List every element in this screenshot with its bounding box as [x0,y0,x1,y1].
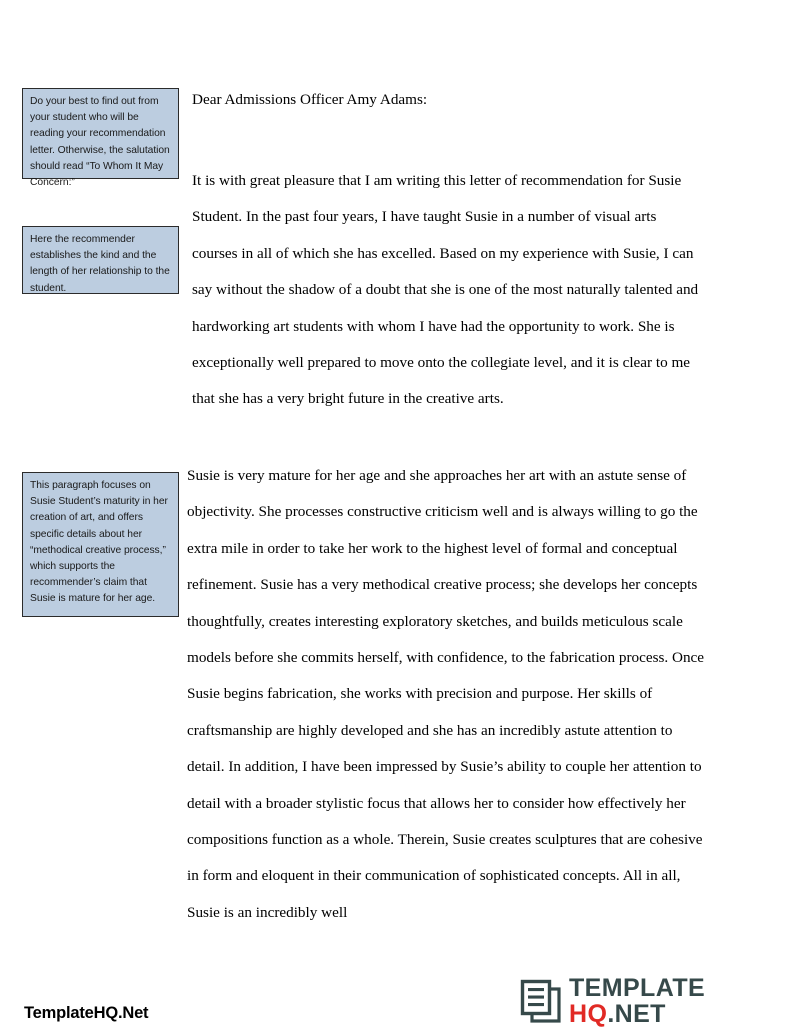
logo-line-hqnet [569,999,705,1028]
footer-watermark: TemplateHQ.Net [24,1004,149,1022]
logo-text-net: .NET [607,999,666,1028]
letter-salutation: Dear Admissions Officer Amy Adams: [192,91,428,108]
letter-paragraph-1: It is with great pleasure that I am writing this letter of recommendation for Susie Student. In the past four years, I have taught Susie in a number of visual arts courses in all of which she has excelled. Based on my experience with Susie, I can say without the shadow of a doubt that she is one of the most naturally talented and hardworking art students with whom I have had the opportunity to work. She is exceptionally well prepared to move onto the collegiate level, and it is clear to me that she has a very bright future in the creative arts. [192,172,699,408]
templatehq-logo [520,975,706,1027]
logo-line-template: TEMPLATE [569,974,706,1002]
annotation-callout-relationship: Here the recommender establishes the kind and the length of her relationship to the student. [22,226,179,294]
logo-text-hq: HQ [569,999,608,1028]
logo-wordmark [569,976,705,1026]
documents-icon [520,979,562,1023]
annotation-callout-salutation: Do your best to find out from your student who will be reading your recommendation letter. Otherwise, the salutation should read “To Whom It May Concern:” [22,88,179,179]
letter-paragraph-2: Susie is very mature for her age and she approaches her art with an astute sense of objectivity. She processes constructive criticism well and is always willing to go the extra mile in order to take her work to the highest level of formal and conceptual refinement. Susie has a very methodical creative process; she develops her concepts thoughtfully, creates interesting exploratory sketches, and builds meticulous scale models before she commits herself, with confidence, to the fabrication process. Once Susie begins fabrication, she works with precision and purpose. Her skills of craftsmanship are highly developed and she has an incredibly astute attention to detail. In addition, I have been impressed by Susie’s ability to couple her attention to detail with a broader stylistic focus that allows her to consider how effectively her compositions function as a whole. Therein, Susie creates sculptures that are cohesive in form and eloquent in their communication of sophisticated concepts. All in all, Susie is an incredibly well [187,467,705,921]
annotation-callout-maturity: This paragraph focuses on Susie Student’s maturity in her creation of art, and offers specific details about her “methodical creative process,” which supports the recommender’s claim that Susie is mature for her age. [22,472,179,617]
